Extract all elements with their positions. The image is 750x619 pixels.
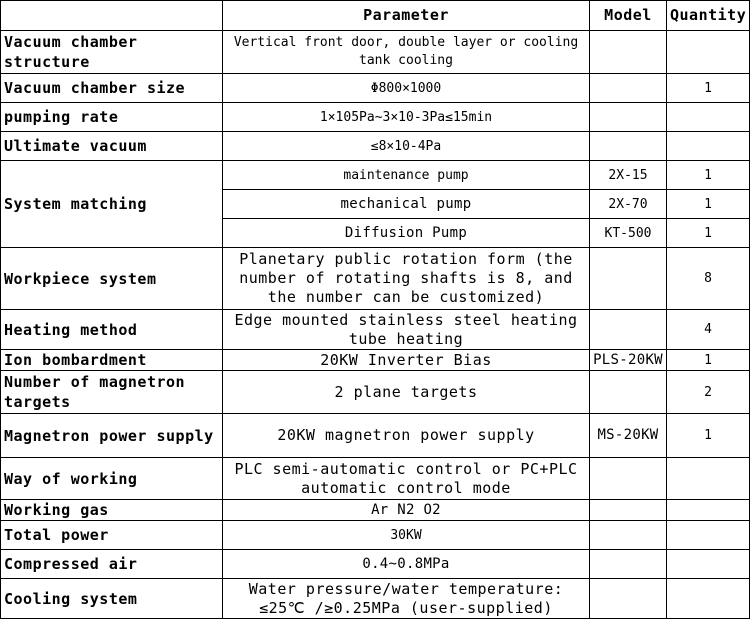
row-label: Total power [1,521,223,550]
table-row [1,371,750,414]
row-label: Number of magnetron targets [1,371,223,414]
table-row [1,248,750,310]
row-quantity [667,458,750,500]
sub-value: Diffusion Pump [223,219,590,248]
row-value: Water pressure/water temperature: ≤25℃ /≥0.25MPa (user-supplied) [223,579,590,619]
row-label: System matching [1,161,223,248]
table-row [1,103,750,132]
sub-value: maintenance pump [223,161,590,190]
table-row [1,579,750,619]
row-value: 30KW [223,521,590,550]
sub-quantity: 1 [667,190,750,219]
table-row [1,500,750,521]
row-label: Workpiece system [1,248,223,310]
row-label: Magnetron power supply [1,414,223,458]
sub-quantity: 1 [667,161,750,190]
row-quantity [667,103,750,132]
row-value: 20KW magnetron power supply [223,414,590,458]
row-model [590,74,667,103]
table-row [1,31,750,74]
row-model [590,458,667,500]
row-model [590,310,667,350]
row-label: Way of working [1,458,223,500]
row-value: 1×105Pa~3×10-3Pa≤15min [223,103,590,132]
row-quantity [667,521,750,550]
row-quantity: 1 [667,74,750,103]
row-quantity: 1 [667,414,750,458]
table-row [1,310,750,350]
row-value: 2 plane targets [223,371,590,414]
table-row [1,550,750,579]
row-model [590,579,667,619]
row-label: Ultimate vacuum [1,132,223,161]
sub-quantity: 1 [667,219,750,248]
header-row [1,1,750,31]
row-value: 20KW Inverter Bias [223,350,590,371]
row-label: Vacuum chamber size [1,74,223,103]
row-value: PLC semi-automatic control or PC+PLC automatic control mode [223,458,590,500]
row-quantity [667,579,750,619]
table-row [1,74,750,103]
row-label: Ion bombardment [1,350,223,371]
row-quantity [667,132,750,161]
table-row [1,521,750,550]
sub-value: mechanical pump [223,190,590,219]
header-blank [1,1,223,31]
row-model [590,550,667,579]
row-model [590,371,667,414]
row-quantity: 8 [667,248,750,310]
row-model [590,500,667,521]
row-quantity: 4 [667,310,750,350]
row-value: Edge mounted stainless steel heating tube heating [223,310,590,350]
row-value: Ar N2 O2 [223,500,590,521]
row-quantity [667,550,750,579]
table-row [1,458,750,500]
row-model: PLS-20KW [590,350,667,371]
sub-model: KT-500 [590,219,667,248]
row-quantity [667,31,750,74]
row-quantity: 1 [667,350,750,371]
row-model [590,103,667,132]
row-label: Working gas [1,500,223,521]
row-model [590,248,667,310]
row-model: MS-20KW [590,414,667,458]
row-label: Compressed air [1,550,223,579]
row-quantity [667,500,750,521]
sub-model: 2X-70 [590,190,667,219]
row-value: ≤8×10-4Pa [223,132,590,161]
row-label: Heating method [1,310,223,350]
row-model [590,31,667,74]
sub-model: 2X-15 [590,161,667,190]
table-row [1,350,750,371]
row-label: Vacuum chamber structure [1,31,223,74]
row-label: pumping rate [1,103,223,132]
row-label: Cooling system [1,579,223,619]
row-value: Φ800×1000 [223,74,590,103]
table-row [1,132,750,161]
header-parameter: Parameter [223,1,590,31]
row-model [590,132,667,161]
row-model [590,521,667,550]
header-model: Model [590,1,667,31]
row-value: Planetary public rotation form (the number of rotating shafts is 8, and the number can be customized) [223,248,590,310]
table-row [1,161,750,190]
row-value: Vertical front door, double layer or cooling tank cooling [223,31,590,74]
row-value: 0.4~0.8MPa [223,550,590,579]
table-row [1,414,750,458]
header-quantity: Quantity [667,1,750,31]
row-quantity: 2 [667,371,750,414]
